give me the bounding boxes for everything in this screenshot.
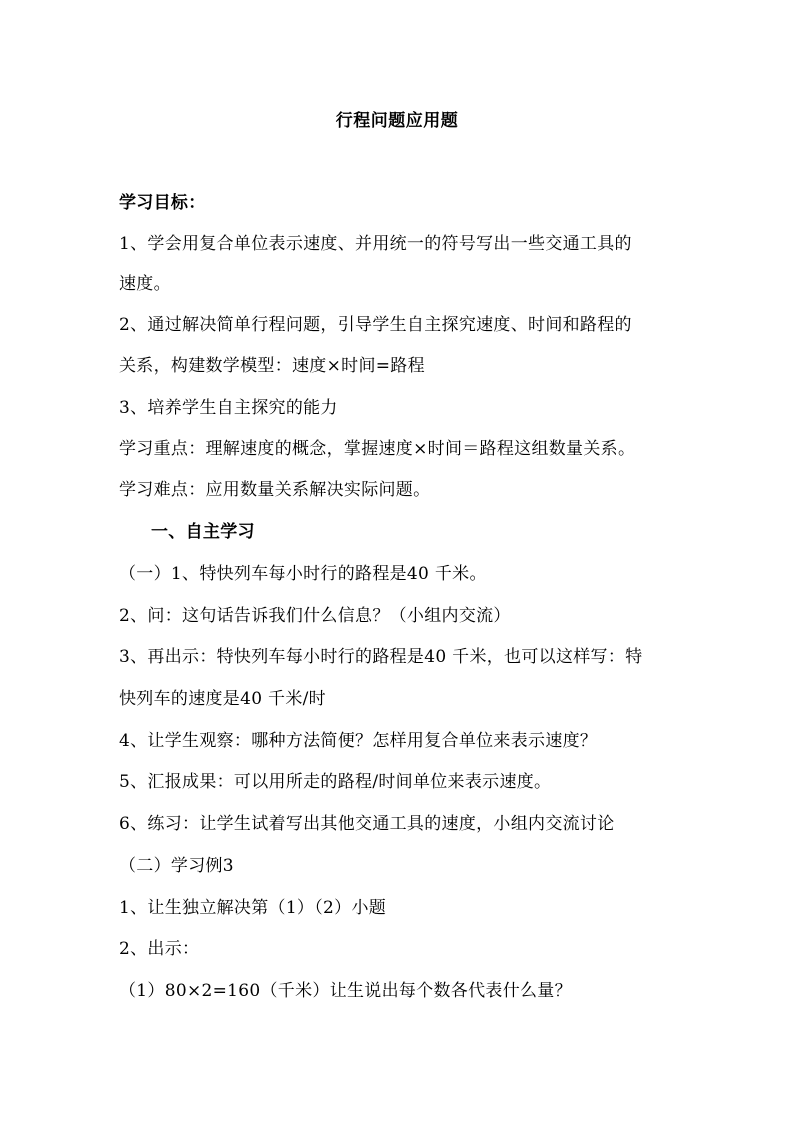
paragraph-line: 3、培养学生自主探究的能力 bbox=[119, 398, 338, 418]
paragraph-line: 学习难点：应用数量关系解决实际问题。 bbox=[119, 480, 431, 500]
paragraph-line: 快列车的速度是40 千米/时 bbox=[119, 689, 326, 709]
paragraph-line: 6、练习：让学生试着写出其他交通工具的速度，小组内交流讨论 bbox=[119, 814, 615, 834]
paragraph-line: 2、通过解决简单行程问题，引导学生自主探究速度、时间和路程的 bbox=[119, 315, 632, 335]
paragraph-line: 2、出示： bbox=[119, 939, 200, 959]
paragraph-line: 4、让学生观察：哪种方法简便？怎样用复合单位来表示速度？ bbox=[119, 731, 598, 751]
paragraph-line: （二）学习例3 bbox=[119, 856, 234, 876]
paragraph-line: （一）1、特快列车每小时行的路程是40 千米。 bbox=[119, 564, 487, 584]
paragraph-line: 1、让生独立解决第（1）（2）小题 bbox=[119, 898, 387, 918]
paragraph-line: 速度。 bbox=[119, 274, 171, 294]
paragraph-line: 学习重点：理解速度的概念，掌握速度×时间＝路程这组数量关系。 bbox=[119, 439, 636, 459]
section-heading-self-study: 一、自主学习 bbox=[151, 522, 255, 542]
document-title: 行程问题应用题 bbox=[335, 111, 459, 131]
paragraph-line: 5、汇报成果：可以用所走的路程/时间单位来表示速度。 bbox=[119, 772, 552, 792]
paragraph-line: 2、问：这句话告诉我们什么信息？（小组内交流） bbox=[119, 606, 511, 626]
paragraph-line: （1）80×2=160（千米）让生说出每个数各代表什么量？ bbox=[119, 981, 572, 1001]
paragraph-line: 1、学会用复合单位表示速度、并用统一的符号写出一些交通工具的 bbox=[119, 234, 632, 254]
paragraph-line: 关系，构建数学模型：速度×时间=路程 bbox=[119, 356, 425, 376]
heading-learning-goals: 学习目标： bbox=[119, 193, 206, 213]
paragraph-line: 3、再出示：特快列车每小时行的路程是40 千米，也可以这样写：特 bbox=[119, 647, 643, 667]
